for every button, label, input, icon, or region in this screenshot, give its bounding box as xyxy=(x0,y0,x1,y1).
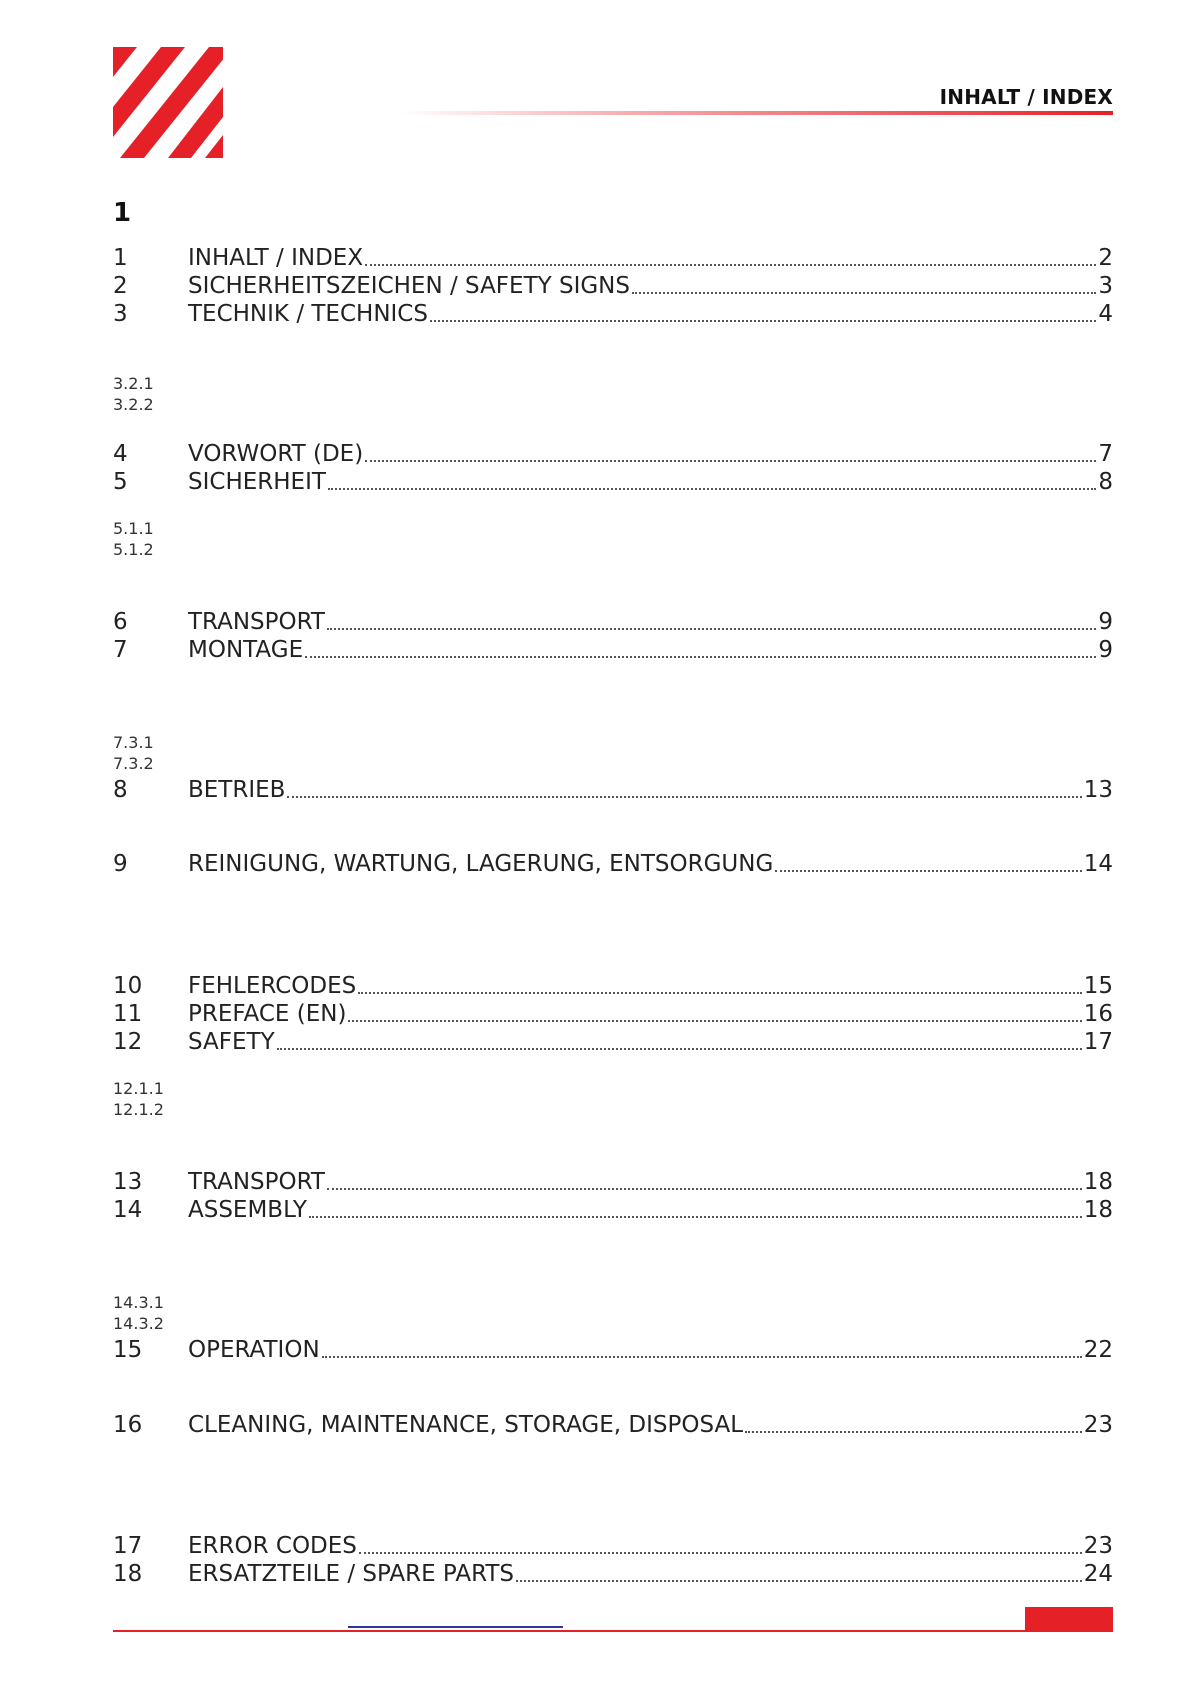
toc-title: ERROR CODES xyxy=(188,1533,357,1559)
toc-page: 15 xyxy=(1083,973,1113,999)
subsection-number: 12.1.2 xyxy=(113,1100,164,1119)
subsection-number: 5.1.2 xyxy=(113,540,154,559)
toc-page: 17 xyxy=(1083,1029,1113,1055)
toc-title: MONTAGE xyxy=(188,637,304,663)
toc-entry-3[interactable] xyxy=(113,299,1113,327)
toc-leader xyxy=(328,488,1096,490)
toc-entry-14[interactable] xyxy=(113,1195,1113,1223)
toc-number: 13 xyxy=(113,1169,143,1195)
toc-entry-5[interactable] xyxy=(113,467,1113,495)
toc-leader xyxy=(365,460,1096,462)
toc-title: TRANSPORT xyxy=(188,609,325,635)
footer-page-tab xyxy=(1025,1607,1113,1632)
toc-leader xyxy=(775,870,1081,872)
subsection-number: 14.3.1 xyxy=(113,1293,164,1312)
toc-number: 1 xyxy=(113,245,128,271)
toc-leader xyxy=(358,992,1081,994)
toc-number: 17 xyxy=(113,1533,143,1559)
toc-page: 9 xyxy=(1098,609,1113,635)
toc-page: 14 xyxy=(1083,851,1113,877)
toc-leader xyxy=(632,292,1096,294)
toc-leader xyxy=(348,1020,1081,1022)
toc-title: TECHNIK / TECHNICS xyxy=(188,301,428,327)
toc-entry-9[interactable] xyxy=(113,849,1113,877)
page-header-title: INHALT / INDEX xyxy=(939,85,1113,109)
toc-number: 16 xyxy=(113,1412,143,1438)
toc-title: PREFACE (EN) xyxy=(188,1001,347,1027)
toc-leader xyxy=(287,796,1081,798)
toc-page: 3 xyxy=(1098,273,1113,299)
toc-number: 15 xyxy=(113,1337,143,1363)
toc-entry-10[interactable] xyxy=(113,971,1113,999)
toc-page: 18 xyxy=(1083,1169,1113,1195)
toc-title: ERSATZTEILE / SPARE PARTS xyxy=(188,1561,515,1587)
toc-number: 4 xyxy=(113,441,128,467)
toc-leader xyxy=(430,320,1096,322)
toc-page: 8 xyxy=(1098,469,1113,495)
toc-leader xyxy=(327,628,1096,630)
toc-number: 10 xyxy=(113,973,143,999)
toc-leader xyxy=(745,1431,1082,1433)
toc-number: 11 xyxy=(113,1001,143,1027)
toc-number: 9 xyxy=(113,851,128,877)
footer-divider xyxy=(113,1630,1113,1632)
toc-leader xyxy=(305,656,1096,658)
toc-title: INHALT / INDEX xyxy=(188,245,364,271)
toc-page: 4 xyxy=(1098,301,1113,327)
toc-page: 22 xyxy=(1083,1337,1113,1363)
toc-number: 7 xyxy=(113,637,128,663)
toc-number: 14 xyxy=(113,1197,143,1223)
toc-title: SICHERHEIT xyxy=(188,469,326,495)
toc-page: 23 xyxy=(1083,1412,1113,1438)
toc-entry-1[interactable] xyxy=(113,243,1113,271)
toc-entry-8[interactable] xyxy=(113,775,1113,803)
toc-entry-17[interactable] xyxy=(113,1531,1113,1559)
toc-page: 16 xyxy=(1083,1001,1113,1027)
toc-number: 6 xyxy=(113,609,128,635)
toc-entry-16[interactable] xyxy=(113,1410,1113,1438)
toc-leader xyxy=(322,1356,1082,1358)
toc-title: ASSEMBLY xyxy=(188,1197,307,1223)
toc-title: SICHERHEITSZEICHEN / SAFETY SIGNS xyxy=(188,273,630,299)
footer-link-underline xyxy=(348,1626,563,1628)
toc-page: 2 xyxy=(1098,245,1113,271)
toc-page: 7 xyxy=(1098,441,1113,467)
toc-leader xyxy=(359,1552,1082,1554)
toc-title: FEHLERCODES xyxy=(188,973,357,999)
toc-page: 23 xyxy=(1083,1533,1113,1559)
toc-leader xyxy=(277,1048,1082,1050)
toc-page: 24 xyxy=(1083,1561,1113,1587)
toc-number: 12 xyxy=(113,1029,143,1055)
toc-entry-12[interactable] xyxy=(113,1027,1113,1055)
toc-leader xyxy=(309,1216,1082,1218)
subsection-number: 14.3.2 xyxy=(113,1314,164,1333)
subsection-number: 7.3.2 xyxy=(113,754,154,773)
toc-entry-6[interactable] xyxy=(113,607,1113,635)
toc-title: CLEANING, MAINTENANCE, STORAGE, DISPOSAL xyxy=(188,1412,744,1438)
toc-page: 13 xyxy=(1083,777,1113,803)
subsection-number: 12.1.1 xyxy=(113,1079,164,1098)
toc-title: REINIGUNG, WARTUNG, LAGERUNG, ENTSORGUNG xyxy=(188,851,774,877)
toc-entry-7[interactable] xyxy=(113,635,1113,663)
toc-number: 8 xyxy=(113,777,128,803)
toc-entry-2[interactable] xyxy=(113,271,1113,299)
toc-entry-11[interactable] xyxy=(113,999,1113,1027)
toc-number: 18 xyxy=(113,1561,143,1587)
toc-title: OPERATION xyxy=(188,1337,320,1363)
subsection-number: 3.2.1 xyxy=(113,374,154,393)
toc-entry-15[interactable] xyxy=(113,1335,1113,1363)
toc-number: 2 xyxy=(113,273,128,299)
toc-entry-18[interactable] xyxy=(113,1559,1113,1587)
toc-title: VORWORT (DE) xyxy=(188,441,364,467)
toc-title: BETRIEB xyxy=(188,777,286,803)
toc-title: SAFETY xyxy=(188,1029,275,1055)
toc-entry-4[interactable] xyxy=(113,439,1113,467)
toc-number: 3 xyxy=(113,301,128,327)
header-divider xyxy=(400,111,1113,115)
brand-logo-icon xyxy=(113,47,223,158)
subsection-number: 5.1.1 xyxy=(113,519,154,538)
subsection-number: 7.3.1 xyxy=(113,733,154,752)
section-heading: 1 xyxy=(113,198,132,228)
toc-page: 9 xyxy=(1098,637,1113,663)
toc-leader xyxy=(365,264,1096,266)
toc-number: 5 xyxy=(113,469,128,495)
toc-leader xyxy=(327,1188,1082,1190)
subsection-number: 3.2.2 xyxy=(113,395,154,414)
toc-title: TRANSPORT xyxy=(188,1169,325,1195)
toc-leader xyxy=(516,1580,1082,1582)
toc-page: 18 xyxy=(1083,1197,1113,1223)
toc-entry-13[interactable] xyxy=(113,1167,1113,1195)
